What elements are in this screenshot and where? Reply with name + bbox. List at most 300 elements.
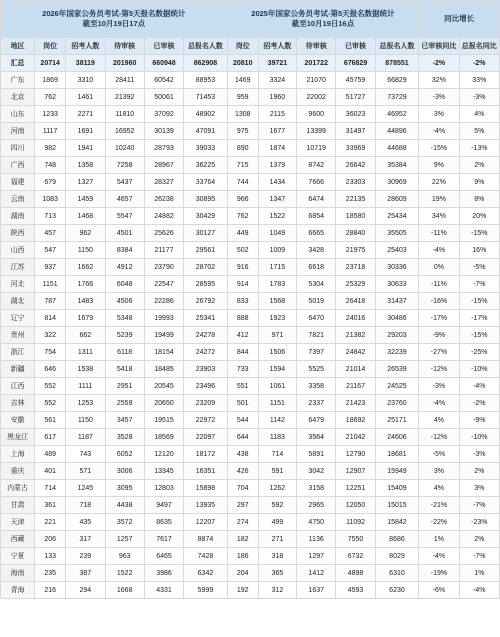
table-cell: 186	[227, 548, 258, 565]
table-cell: 7617	[144, 531, 183, 548]
table-row	[1, 293, 500, 310]
table-cell: -19%	[419, 565, 459, 582]
table-cell: 1668	[105, 582, 144, 599]
table-cell: 748	[35, 157, 66, 174]
table-cell: 1594	[258, 361, 296, 378]
table-cell: 18681	[375, 446, 419, 463]
table-cell: 88953	[184, 72, 228, 89]
table-cell: 551	[227, 378, 258, 395]
table-cell: 6618	[297, 259, 336, 276]
region-cell: 重庆	[1, 463, 35, 480]
table-cell: -2%	[459, 395, 499, 412]
table-cell: 9%	[419, 157, 459, 174]
table-cell: 552	[35, 395, 66, 412]
table-cell: 204	[227, 565, 258, 582]
region-cell: 湖北	[1, 293, 35, 310]
table-cell: 6479	[297, 412, 336, 429]
table-cell: 3042	[297, 463, 336, 480]
table-cell: 426	[227, 463, 258, 480]
region-cell: 山西	[1, 242, 35, 259]
table-cell: 20545	[144, 378, 183, 395]
table-cell: 733	[227, 361, 258, 378]
table-cell: 12251	[336, 480, 375, 497]
table-cell: 5547	[105, 208, 144, 225]
table-cell: 387	[66, 565, 105, 582]
table-cell: 21382	[336, 327, 375, 344]
table-cell: 30895	[184, 191, 228, 208]
table-cell: 401	[35, 463, 66, 480]
table-cell: 12050	[336, 497, 375, 514]
summary-cell: 676829	[336, 55, 375, 72]
table-cell: 617	[35, 429, 66, 446]
table-row	[1, 242, 500, 259]
table-cell: 1434	[258, 174, 296, 191]
table-cell: 36225	[184, 157, 228, 174]
table-cell: 5999	[184, 582, 228, 599]
region-cell: 青海	[1, 582, 35, 599]
table-cell: 1461	[66, 89, 105, 106]
table-cell: 21070	[297, 72, 336, 89]
table-cell: 502	[227, 242, 258, 259]
table-cell: 1257	[105, 531, 144, 548]
table-cell: 714	[35, 480, 66, 497]
table-cell: 24842	[336, 344, 375, 361]
table-cell: 9%	[459, 174, 499, 191]
region-cell: 天津	[1, 514, 35, 531]
table-cell: -10%	[459, 429, 499, 446]
table-cell: 5891	[297, 446, 336, 463]
table-cell: 6474	[297, 191, 336, 208]
table-cell: 1960	[258, 89, 296, 106]
table-cell: 762	[35, 89, 66, 106]
table-cell: 1245	[66, 480, 105, 497]
summary-row	[1, 55, 500, 72]
table-cell: 22135	[336, 191, 375, 208]
region-cell: 甘肃	[1, 497, 35, 514]
table-cell: 28411	[105, 72, 144, 89]
table-cell: 11092	[336, 514, 375, 531]
table-cell: 1151	[35, 276, 66, 293]
table-cell: -10%	[459, 361, 499, 378]
table-row	[1, 191, 500, 208]
table-cell: 26418	[336, 293, 375, 310]
table-cell: 1538	[66, 361, 105, 378]
table-cell: 361	[35, 497, 66, 514]
table-cell: 21392	[105, 89, 144, 106]
table-cell: 1662	[66, 259, 105, 276]
table-cell: 1009	[258, 242, 296, 259]
table-cell: 22002	[297, 89, 336, 106]
table-cell: 1297	[297, 548, 336, 565]
region-cell: 山东	[1, 106, 35, 123]
table-cell: -4%	[419, 548, 459, 565]
table-cell: 12803	[144, 480, 183, 497]
table-cell: 1327	[66, 174, 105, 191]
table-cell: 24278	[184, 327, 228, 344]
table-cell: 975	[227, 123, 258, 140]
table-row	[1, 225, 500, 242]
table-row	[1, 480, 500, 497]
table-cell: 19%	[419, 191, 459, 208]
table-cell: 833	[227, 293, 258, 310]
table-cell: 592	[258, 497, 296, 514]
region-cell: 吉林	[1, 395, 35, 412]
header-gangwei-2025: 岗位	[227, 38, 258, 55]
table-cell: 26238	[144, 191, 183, 208]
table-row	[1, 395, 500, 412]
table-cell: 20%	[459, 208, 499, 225]
table-cell: 32239	[375, 344, 419, 361]
table-cell: 9600	[297, 106, 336, 123]
table-cell: 6470	[297, 310, 336, 327]
table-cell: 4750	[297, 514, 336, 531]
table-cell: 4506	[105, 293, 144, 310]
table-row	[1, 463, 500, 480]
table-cell: 33%	[459, 72, 499, 89]
table-cell: 457	[35, 225, 66, 242]
table-cell: 571	[66, 463, 105, 480]
table-cell: 11810	[105, 106, 144, 123]
table-row	[1, 72, 500, 89]
table-cell: 888	[227, 310, 258, 327]
title-growth: 同比增长	[419, 1, 500, 38]
table-cell: 20650	[144, 395, 183, 412]
table-cell: 5304	[297, 276, 336, 293]
table-cell: 18172	[184, 446, 228, 463]
table-cell: 744	[227, 174, 258, 191]
column-header-row	[1, 38, 500, 55]
table-cell: 10240	[105, 140, 144, 157]
table-cell: 743	[66, 446, 105, 463]
table-cell: 8635	[144, 514, 183, 531]
table-cell: 18485	[144, 361, 183, 378]
table-cell: 133	[35, 548, 66, 565]
table-cell: 15842	[375, 514, 419, 531]
table-cell: 1677	[258, 123, 296, 140]
table-cell: 71453	[184, 89, 228, 106]
table-cell: 1483	[66, 293, 105, 310]
table-cell: 1941	[66, 140, 105, 157]
table-cell: 50061	[144, 89, 183, 106]
table-cell: -21%	[419, 497, 459, 514]
table-cell: 2115	[258, 106, 296, 123]
table-cell: 7258	[105, 157, 144, 174]
summary-cell: 201722	[297, 55, 336, 72]
table-cell: 971	[258, 327, 296, 344]
table-cell: 26539	[375, 361, 419, 378]
table-cell: 1522	[105, 565, 144, 582]
table-cell: 216	[35, 582, 66, 599]
table-cell: 48902	[184, 106, 228, 123]
region-cell: 浙江	[1, 344, 35, 361]
table-cell: 715	[227, 157, 258, 174]
table-cell: 1136	[297, 531, 336, 548]
table-row	[1, 497, 500, 514]
header-region: 地区	[1, 38, 35, 55]
table-cell: -4%	[459, 582, 499, 599]
table-cell: 32%	[419, 72, 459, 89]
table-cell: 4%	[419, 412, 459, 429]
table-cell: 29203	[375, 327, 419, 344]
table-cell: 317	[66, 531, 105, 548]
summary-cell: 878551	[375, 55, 419, 72]
table-cell: -17%	[419, 310, 459, 327]
region-cell: 上海	[1, 446, 35, 463]
table-cell: 60542	[144, 72, 183, 89]
table-cell: 28327	[144, 174, 183, 191]
table-cell: -22%	[419, 514, 459, 531]
table-cell: -27%	[419, 344, 459, 361]
table-cell: 206	[35, 531, 66, 548]
table-cell: 1869	[35, 72, 66, 89]
summary-cell: 39721	[258, 55, 296, 72]
table-cell: 73729	[375, 89, 419, 106]
table-cell: 24882	[144, 208, 183, 225]
table-row	[1, 531, 500, 548]
table-cell: 7666	[297, 174, 336, 191]
table-cell: 9497	[144, 497, 183, 514]
table-cell: 25329	[336, 276, 375, 293]
table-row	[1, 208, 500, 225]
table-cell: 8874	[184, 531, 228, 548]
table-cell: 3%	[459, 480, 499, 497]
table-cell: 1%	[459, 565, 499, 582]
table-cell: 6230	[375, 582, 419, 599]
table-cell: 1061	[258, 378, 296, 395]
table-cell: 322	[35, 327, 66, 344]
table-cell: 8742	[297, 157, 336, 174]
table-row	[1, 582, 500, 599]
table-cell: 318	[258, 548, 296, 565]
table-cell: 1049	[258, 225, 296, 242]
table-cell: 3564	[297, 429, 336, 446]
table-cell: 963	[105, 548, 144, 565]
table-cell: 1117	[35, 123, 66, 140]
title-2026	[1, 1, 228, 38]
table-cell: 1637	[297, 582, 336, 599]
table-cell: 6052	[105, 446, 144, 463]
summary-cell: 38119	[66, 55, 105, 72]
table-cell: 21167	[336, 378, 375, 395]
table-cell: 1379	[258, 157, 296, 174]
table-cell: 1253	[66, 395, 105, 412]
table-cell: 30429	[184, 208, 228, 225]
summary-cell: 201960	[105, 55, 144, 72]
table-cell: 18580	[336, 208, 375, 225]
table-cell: 714	[258, 446, 296, 463]
table-cell: 3%	[419, 106, 459, 123]
table-cell: -15%	[419, 140, 459, 157]
table-cell: 644	[227, 429, 258, 446]
table-cell: 34%	[419, 208, 459, 225]
table-cell: 1%	[419, 531, 459, 548]
table-cell: 438	[227, 446, 258, 463]
table-cell: -11%	[419, 225, 459, 242]
table-cell: 274	[227, 514, 258, 531]
table-cell: 4%	[419, 480, 459, 497]
header-zong-tb: 总报名同比	[459, 38, 499, 55]
table-cell: 23790	[144, 259, 183, 276]
table-cell: 45759	[336, 72, 375, 89]
table-cell: -4%	[419, 123, 459, 140]
table-cell: 1111	[66, 378, 105, 395]
table-cell: 1522	[258, 208, 296, 225]
table-row	[1, 514, 500, 531]
table-cell: 18692	[336, 412, 375, 429]
table-cell: 8%	[459, 191, 499, 208]
table-cell: 1150	[66, 412, 105, 429]
table-cell: 5239	[105, 327, 144, 344]
table-cell: 1568	[258, 293, 296, 310]
table-cell: 30633	[375, 276, 419, 293]
header-daishen-2025: 待审核	[297, 38, 336, 55]
table-row	[1, 548, 500, 565]
table-cell: -6%	[419, 582, 459, 599]
header-gangwei-2026: 岗位	[35, 38, 66, 55]
table-cell: 591	[258, 463, 296, 480]
table-cell: 12207	[184, 514, 228, 531]
table-cell: 6465	[144, 548, 183, 565]
summary-cell: -2%	[459, 55, 499, 72]
table-cell: 5348	[105, 310, 144, 327]
table-cell: 10719	[297, 140, 336, 157]
table-cell: 46952	[375, 106, 419, 123]
table-cell: 22%	[419, 174, 459, 191]
table-cell: 25434	[375, 208, 419, 225]
header-yishen-tb: 已审核同比	[419, 38, 459, 55]
table-cell: 5437	[105, 174, 144, 191]
table-row	[1, 446, 500, 463]
table-row	[1, 174, 500, 191]
table-cell: 5418	[105, 361, 144, 378]
table-cell: 762	[227, 208, 258, 225]
table-cell: -9%	[459, 412, 499, 429]
table-cell: 1506	[258, 344, 296, 361]
table-cell: 1142	[258, 412, 296, 429]
table-row	[1, 310, 500, 327]
table-cell: 1766	[66, 276, 105, 293]
table-row	[1, 259, 500, 276]
table-cell: -15%	[459, 327, 499, 344]
table-cell: 24525	[375, 378, 419, 395]
region-cell: 四川	[1, 140, 35, 157]
table-cell: 12120	[144, 446, 183, 463]
table-cell: 35505	[375, 225, 419, 242]
table-cell: 271	[258, 531, 296, 548]
table-cell: -7%	[459, 276, 499, 293]
table-cell: 982	[35, 140, 66, 157]
table-cell: 1183	[258, 429, 296, 446]
table-cell: 13935	[184, 497, 228, 514]
table-cell: 1358	[66, 157, 105, 174]
table-cell: 28595	[184, 276, 228, 293]
table-cell: -7%	[459, 497, 499, 514]
table-cell: 16%	[459, 242, 499, 259]
table-cell: 16351	[184, 463, 228, 480]
table-cell: 21042	[336, 429, 375, 446]
region-cell: 辽宁	[1, 310, 35, 327]
table-cell: 6310	[375, 565, 419, 582]
table-cell: 449	[227, 225, 258, 242]
summary-cell: -2%	[419, 55, 459, 72]
table-cell: 25341	[184, 310, 228, 327]
table-cell: 914	[227, 276, 258, 293]
table-cell: -12%	[419, 361, 459, 378]
table-cell: -4%	[419, 242, 459, 259]
table-cell: 547	[35, 242, 66, 259]
table-cell: 1679	[66, 310, 105, 327]
table-cell: -9%	[419, 327, 459, 344]
table-cell: 1311	[66, 344, 105, 361]
table-cell: 28840	[336, 225, 375, 242]
table-cell: 44688	[375, 140, 419, 157]
region-cell: 西藏	[1, 531, 35, 548]
table-cell: 1083	[35, 191, 66, 208]
title-2025-line2: 截至10月19日16点	[291, 19, 355, 28]
table-cell: 25626	[144, 225, 183, 242]
table-row	[1, 123, 500, 140]
table-cell: -4%	[459, 378, 499, 395]
region-cell: 陕西	[1, 225, 35, 242]
table-cell: 1308	[227, 106, 258, 123]
table-cell: 754	[35, 344, 66, 361]
table-cell: 4898	[336, 565, 375, 582]
table-cell: 646	[35, 361, 66, 378]
table-cell: 4%	[459, 106, 499, 123]
header-yishen-2026: 已审核	[144, 38, 183, 55]
table-cell: 3528	[105, 429, 144, 446]
table-cell: 23903	[184, 361, 228, 378]
table-cell: 21014	[336, 361, 375, 378]
table-cell: 294	[66, 582, 105, 599]
table-cell: 44896	[375, 123, 419, 140]
table-cell: 489	[35, 446, 66, 463]
table-cell: -25%	[459, 344, 499, 361]
table-cell: 26642	[336, 157, 375, 174]
table-cell: 713	[35, 208, 66, 225]
table-cell: 1262	[258, 480, 296, 497]
table-cell: 239	[66, 548, 105, 565]
table-cell: 23303	[336, 174, 375, 191]
table-row	[1, 327, 500, 344]
table-cell: 1233	[35, 106, 66, 123]
table-cell: 19515	[144, 412, 183, 429]
table-cell: 1691	[66, 123, 105, 140]
table-cell: 3986	[144, 565, 183, 582]
table-cell: 35384	[375, 157, 419, 174]
table-cell: 501	[227, 395, 258, 412]
table-cell: 1715	[258, 259, 296, 276]
table-cell: 26792	[184, 293, 228, 310]
table-cell: 15949	[375, 463, 419, 480]
table-cell: -13%	[459, 140, 499, 157]
table-cell: 15409	[375, 480, 419, 497]
header-yishen-2025: 已审核	[336, 38, 375, 55]
table-cell: 561	[35, 412, 66, 429]
table-cell: 6118	[105, 344, 144, 361]
table-cell: 1469	[227, 72, 258, 89]
table-cell: 31437	[375, 293, 419, 310]
summary-cell: 20714	[35, 55, 66, 72]
table-cell: 6342	[184, 565, 228, 582]
table-cell: 1347	[258, 191, 296, 208]
table-cell: 1459	[66, 191, 105, 208]
table-cell: 1874	[258, 140, 296, 157]
table-cell: 1412	[297, 565, 336, 582]
table-cell: 66829	[375, 72, 419, 89]
table-cell: 4331	[144, 582, 183, 599]
table-cell: 3457	[105, 412, 144, 429]
